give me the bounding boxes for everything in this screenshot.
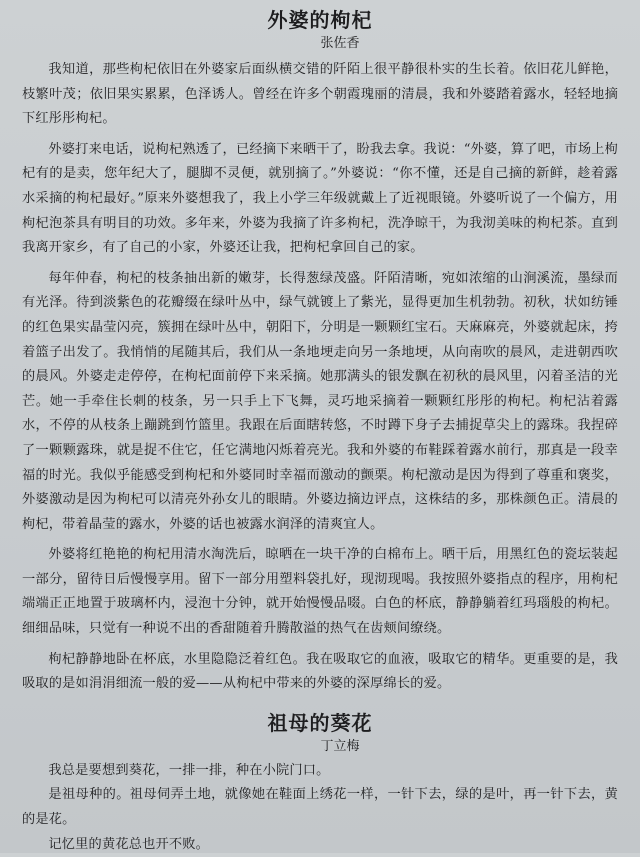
article-paragraph: 记忆里的黄花总也开不败。 (48, 836, 210, 852)
article-title: 祖母的葵花 (267, 710, 373, 735)
article-paragraph: 每年仲春，枸杞的枝条抽出新的嫩芽，长得葱绿茂盛。阡陌清晰，宛如浓缩的山涧溪流，墨绿而有光泽。待到淡紫色的花瓣缀在绿叶丛中，绿气就镀上了紫光，显得更加生机勃勃。初秋，状如纺锤的红色果实晶莹闪亮，簇拥在绿叶丛中，朝阳下，分明是一颗颗红宝石。天麻麻亮，外婆就起床，挎着篮子出发了。我悄悄的尾随其后，我们从一条地埂走向另一条地埂，从向南吹的晨风，走进朝西吹的晨风。外婆走走停停，在枸杞面前停下来采摘。她那满头的银发飘在初秋的晨风里，闪着圣洁的光芒。她一手牵住长刺的枝条，另一只手上下飞舞，灵巧地采摘着一颗颗红彤彤的枸杞。枸杞沾着露水，不停的从枝条上蹦跳到竹篮里。我跟在后面瞎转悠，不时蹲下身子去捕捉草尖上的露珠。我捏碎了一颗颗露珠，就是捉不住它，任它满地闪烁着亮光。我和外婆的布鞋踩着露水前行，那真是一段幸福的时光。我似乎能感受到枸杞和外婆同时幸福而激动的颤栗。枸杞激动是因为得到了尊重和褒奖，外婆激动是因为枸杞可以清亮外孙女儿的眼睛。外婆边摘边评点，这株结的多，那株颜色正。清晨的枸杞，带着晶莹的露水，外婆的话也被露水润泽的清爽宜人。 (22, 270, 618, 532)
article-paragraph: 外婆将红艳艳的枸杞用清水淘洗后，晾晒在一块干净的白棉布上。晒干后，用黑红色的瓷坛装起一部分，留待日后慢慢享用。留下一部分用塑料袋扎好，现沏现喝。我按照外婆指点的程序，用枸杞端端正正地置于玻璃杯内，浸泡十分钟，就开始慢慢品啜。白色的杯底，静静躺着红玛瑙般的枸杞。细细品味，只觉有一种说不出的香甜随着升腾散溢的热气在齿颊间缭绕。 (22, 547, 618, 637)
article-paragraph: 枸杞静静地卧在杯底，水里隐隐泛着红色。我在吸取它的血液，吸取它的精华。更重要的是，我吸取的是如涓涓细流一般的爱——从枸杞中带来的外婆的深厚绵长的爱。 (22, 651, 618, 692)
article-author: 丁立梅 (320, 738, 360, 754)
article-author: 张佐香 (320, 36, 360, 51)
article-paragraph: 我总是要想到葵花，一排一排，种在小院门口。 (48, 762, 330, 778)
article-paragraph: 是祖母种的。祖母伺弄土地，就像她在鞋面上绣花一样，一针下去，绿的是叶，再一针下去，黄的是花。 (22, 787, 618, 828)
article-title: 外婆的枸杞 (267, 8, 373, 32)
article-paragraph: 我知道，那些枸杞依旧在外婆家后面纵横交错的阡陌上很平静很朴实的生长着。依旧花儿鲜艳，枝繁叶茂；依旧果实累累，色泽诱人。曾经在许多个朝霞瑰丽的清晨，我和外婆踏着露水，轻轻地摘下红彤彤枸杞。 (22, 62, 618, 127)
article-paragraph: 外婆打来电话，说枸杞熟透了，已经摘下来晒干了，盼我去拿。我说：“外婆，算了吧，市场上枸杞有的是卖，您年纪大了，腿脚不灵便，就别摘了。”外婆说：“你不懂，还是自己摘的新鲜，趁着露水采摘的枸杞最好。”原来外婆想我了，我上小学三年级就戴上了近视眼镜。外婆听说了一个偏方，用枸杞泡茶具有明目的功效。多年来，外婆为我摘了许多枸杞，洗净晾干，为我沏美味的枸杞茶。直到我离开家乡，有了自己的小家，外婆还让我，把枸杞拿回自己的家。 (22, 141, 618, 256)
